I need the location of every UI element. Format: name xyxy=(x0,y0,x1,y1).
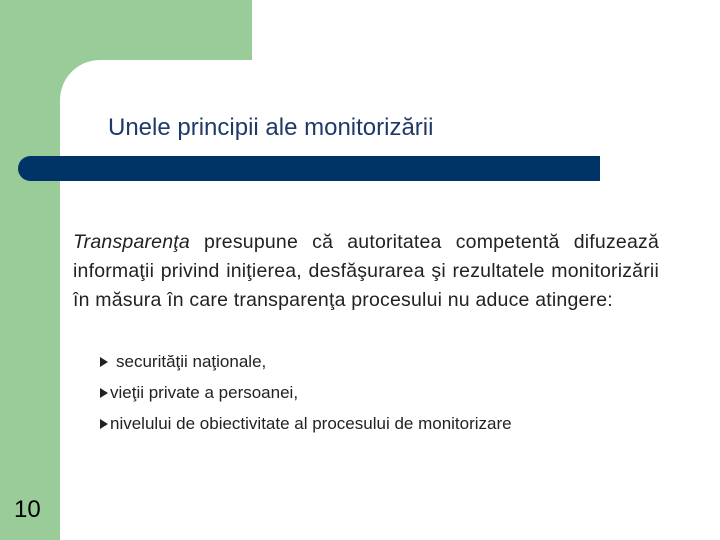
arrow-bullet-icon xyxy=(100,388,108,398)
body-lead-term: Transparenţa xyxy=(73,231,190,253)
arrow-bullet-icon xyxy=(100,357,108,367)
slide-title: Unele principii ale monitorizării xyxy=(108,114,434,141)
page-number: 10 xyxy=(14,496,41,523)
body-paragraph xyxy=(73,228,659,315)
body-rest: presupune că autoritatea competentă difuzează informaţii privind iniţierea, desfăşurarea şi rezultatele monitorizării în măsura în care transparenţa procesului nu aduce atingere: xyxy=(73,231,659,311)
bullet-text: vieţii private a persoanei, xyxy=(110,383,299,402)
bullet-item xyxy=(116,346,512,377)
bullet-text: securităţii naţionale, xyxy=(116,352,267,371)
bullet-text: nivelului de obiectivitate al procesului de monitorizare xyxy=(110,414,512,433)
green-left-strip xyxy=(0,0,60,540)
title-underline-bar xyxy=(18,156,600,181)
bullet-item xyxy=(106,408,512,439)
bullet-list xyxy=(100,346,512,439)
bullet-item xyxy=(106,377,512,408)
arrow-bullet-icon xyxy=(100,419,108,429)
